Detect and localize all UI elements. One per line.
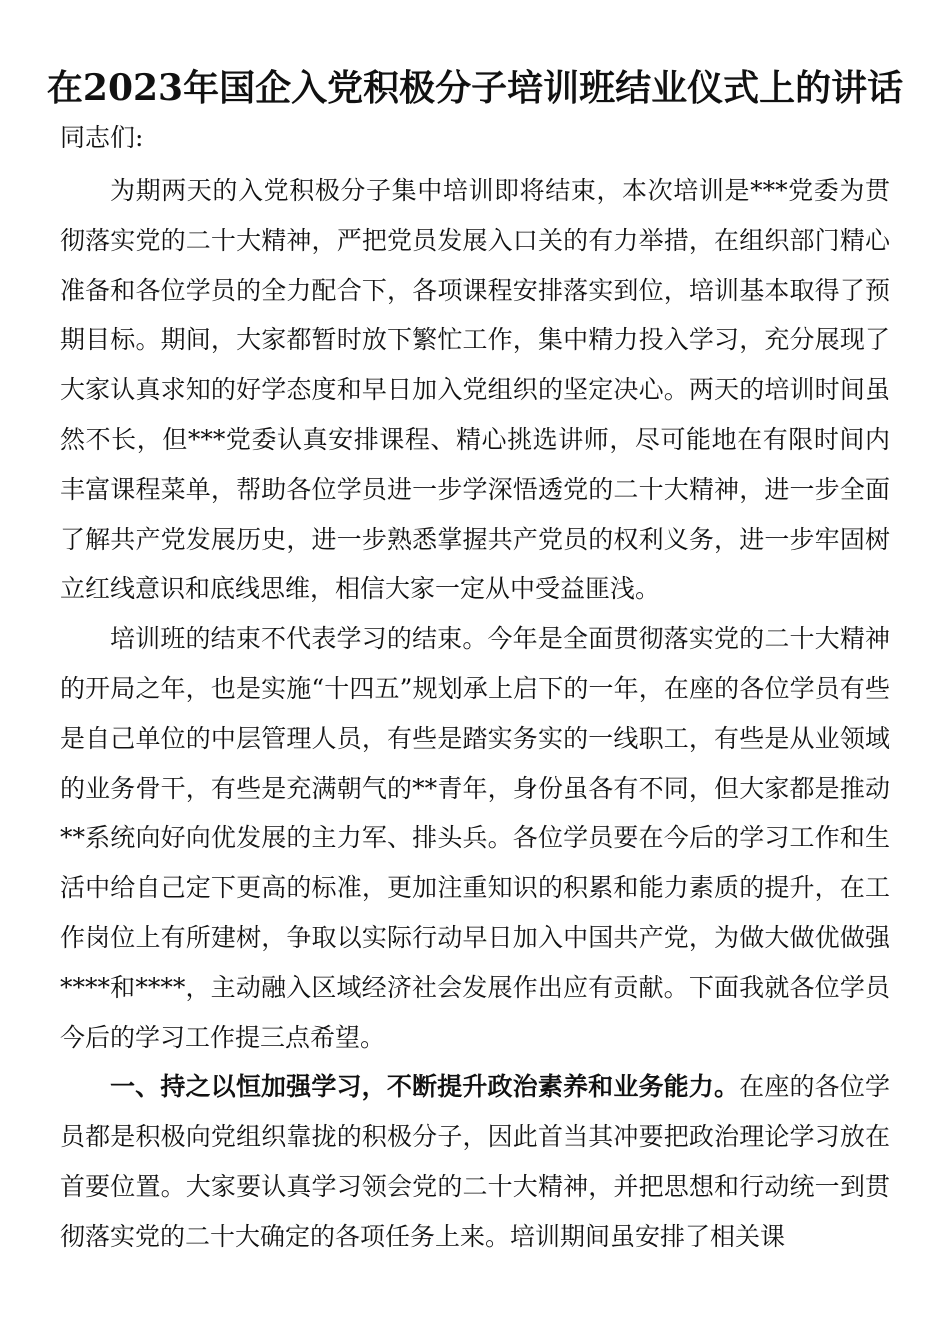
- paragraph-3: [60, 1062, 890, 1261]
- document-body: [60, 166, 890, 1262]
- section-text-1: 在座的各位学员都是积极向党组织靠拢的积极分子，因此首当其冲要把政治理论学习放在首要位置。大家要认真学习领会党的二十大精神，并把思想和行动统一到贯彻落实党的二十大确定的各项任务上来。培训期间虽安排了相关课: [60, 1072, 890, 1251]
- section-heading-1: 一、持之以恒加强学习，不断提升政治素养和业务能力。: [110, 1072, 740, 1102]
- paragraph-1: 为期两天的入党积极分子集中培训即将结束，本次培训是***党委为贯彻落实党的二十大精神，严把党员发展入口关的有力举措，在组织部门精心准备和各位学员的全力配合下，各项课程安排落实到位，培训基本取得了预期目标。期间，大家都暂时放下繁忙工作，集中精力投入学习，充分展现了大家认真求知的好学态度和早日加入党组织的坚定决心。两天的培训时间虽然不长，但***党委认真安排课程、精心挑选讲师，尽可能地在有限时间内丰富课程菜单，帮助各位学员进一步学深悟透党的二十大精神，进一步全面了解共产党发展历史，进一步熟悉掌握共产党员的权利义务，进一步牢固树立红线意识和底线思维，相信大家一定从中受益匪浅。: [60, 176, 890, 604]
- salutation: 同志们:: [60, 123, 144, 152]
- paragraph-2: 培训班的结束不代表学习的结束。今年是全面贯彻落实党的二十大精神的开局之年，也是实施“十四五”规划承上启下的一年，在座的各位学员有些是自己单位的中层管理人员，有些是踏实务实的一线职工，有些是从业领域的业务骨干，有些是充满朝气的**青年，身份虽各有不同，但大家都是推动**系统向好向优发展的主力军、排头兵。各位学员要在今后的学习工作和生活中给自己定下更高的标准，更加注重知识的积累和能力素质的提升，在工作岗位上有所建树，争取以实际行动早日加入中国共产党，为做大做优做强****和****，主动融入区域经济社会发展作出应有贡献。下面我就各位学员今后的学习工作提三点希望。: [60, 624, 890, 1052]
- document-title: 在2023年国企入党积极分子培训班结业仪式上的讲话: [46, 67, 904, 109]
